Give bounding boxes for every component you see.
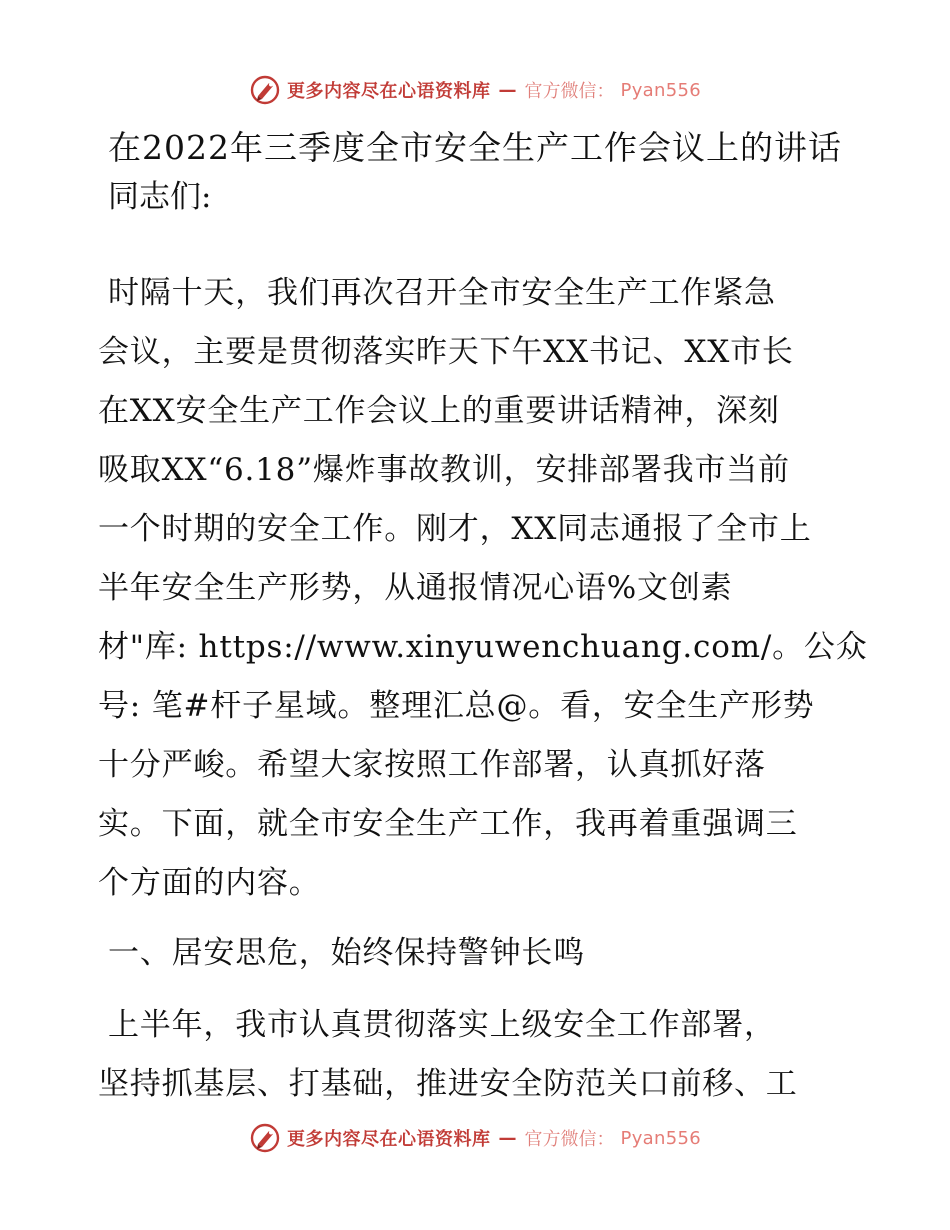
paragraph-line: 会议，主要是贯彻落实昨天下午XX书记、XX市长 [98, 334, 794, 370]
pen-logo-icon [249, 74, 281, 106]
banner-dash: — [498, 79, 517, 101]
banner-wechat-handle: Pyan556 [620, 79, 701, 101]
section-heading-1: 一、居安思危，始终保持警钟长鸣 [108, 935, 585, 971]
banner-official-label: 官方微信： [524, 1129, 615, 1150]
paragraph-line: 实。下面，就全市安全生产工作，我再着重强调三 [98, 806, 798, 842]
paragraph-line: 十分严峻。希望大家按照工作部署，认真抓好落 [98, 747, 766, 783]
banner-wechat-handle: Pyan556 [620, 1127, 701, 1149]
paragraph-line: 一个时期的安全工作。刚才，XX同志通报了全市上 [98, 511, 812, 547]
pen-logo-icon [249, 1122, 281, 1154]
paragraph-line: 半年安全生产形势，从通报情况心语%文创素 [98, 570, 733, 606]
paragraph-2 [98, 996, 798, 1114]
paragraph-line: 坚持抓基层、打基础，推进安全防范关口前移、工 [98, 1066, 798, 1102]
paragraph-1 [98, 264, 868, 913]
header-banner [0, 70, 950, 110]
banner-brand-text: 更多内容尽在心语资料库 [287, 81, 491, 102]
salutation: 同志们: [108, 179, 212, 215]
footer-banner [0, 1118, 950, 1158]
paragraph-line: 时隔十天，我们再次召开全市安全生产工作紧急 [108, 275, 776, 311]
paragraph-line: 吸取XX“6.18”爆炸事故教训，安排部署我市当前 [98, 452, 790, 488]
paragraph-line: 在XX安全生产工作会议上的重要讲话精神，深刻 [98, 393, 780, 429]
paragraph-line: 个方面的内容。 [98, 865, 321, 901]
paragraph-line: 号: 笔#杆子星域。整理汇总@。看，安全生产形势 [98, 688, 815, 724]
paragraph-line: 上半年，我市认真贯彻落实上级安全工作部署， [108, 1007, 776, 1043]
document-title: 在2022年三季度全市安全生产工作会议上的讲话 [108, 128, 842, 167]
banner-dash: — [498, 1127, 517, 1149]
paragraph-line: 材"库: https://www.xinyuwenchuang.com/。公众 [98, 629, 868, 665]
banner-official-label: 官方微信： [524, 81, 615, 102]
banner-brand-text: 更多内容尽在心语资料库 [287, 1129, 491, 1150]
